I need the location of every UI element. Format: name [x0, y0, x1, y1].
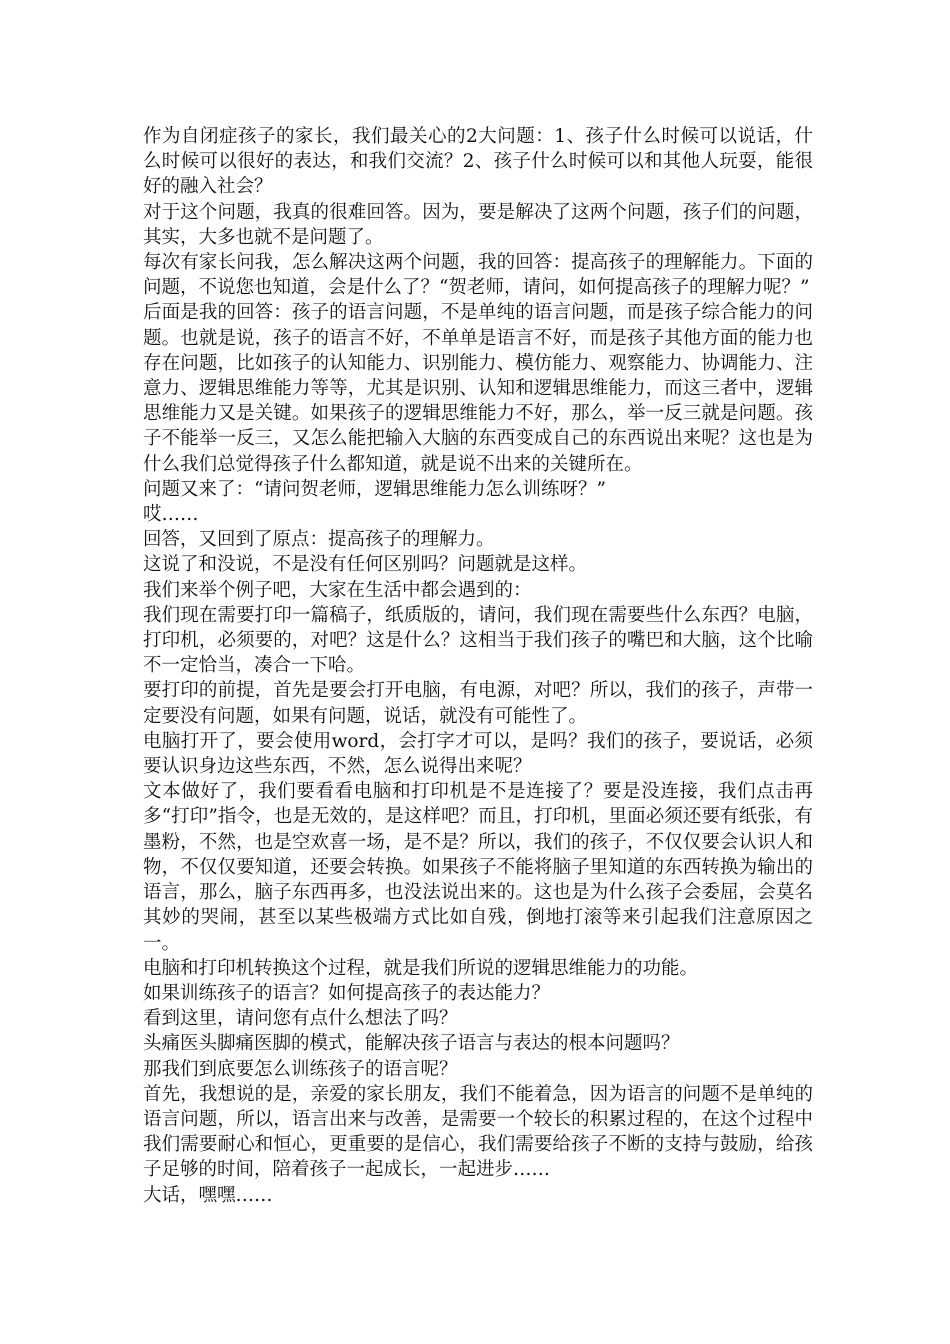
paragraph-14: 电脑和打印机转换这个过程，就是我们所说的逻辑思维能力的功能。 — [143, 957, 699, 979]
paragraph-16: 看到这里，请问您有点什么想法了吗？ — [143, 1008, 458, 1030]
paragraph-5: 问题又来了：“请问贺老师，逻辑思维能力怎么训练呀？” — [143, 478, 606, 500]
paragraph-12: 电脑打开了，要会使用word，会打字才可以，是吗？我们的孩子，要说话，必须要认识身边这些东西，不然，怎么说得出来呢？ — [143, 730, 813, 778]
paragraph-2: 对于这个问题，我真的很难回答。因为，要是解决了这两个问题，孩子们的问题，其实，大多也就不是问题了。 — [143, 201, 813, 248]
paragraph-1: 作为自闭症孩子的家长，我们最关心的2大问题：1、孩子什么时候可以说话，什么时候可以很好的表达，和我们交流？2、孩子什么时候可以和其他人玩耍，能很好的融入社会？ — [143, 126, 813, 198]
paragraph-7: 回答，又回到了原点：提高孩子的理解力。 — [143, 529, 495, 551]
paragraph-18: 那我们到底要怎么训练孩子的语言呢？ — [143, 1058, 458, 1080]
paragraph-13: 文本做好了，我们要看看电脑和打印机是不是连接了？要是没连接，我们点击再多“打印”指令，也是无效的，是这样吧？而且，打印机，里面必须还要有纸张，有墨粉，不然，也是空欢喜一场，是不是？所以，我们的孩子，不仅仅要会认识人和物，不仅仅要知道，还要会转换。如果孩子不能将脑子里知道的东西转换为输出的语言，那么，脑子东西再多，也没法说出来的。这也是为什么孩子会委屈，会莫名其妙的哭闹，甚至以某些极端方式比如自残，倒地打滚等来引起我们注意原因之一。 — [143, 781, 813, 954]
paragraph-9: 我们来举个例子吧，大家在生活中都会遇到的： — [143, 579, 532, 601]
paragraph-15: 如果训练孩子的语言？如何提高孩子的表达能力？ — [143, 982, 551, 1004]
paragraph-11: 要打印的前提，首先是要会打开电脑，有电源，对吧？所以，我们的孩子，声带一定要没有问题，如果有问题，说话，就没有可能性了。 — [143, 680, 813, 727]
paragraph-10: 我们现在需要打印一篇稿子，纸质版的，请问，我们现在需要些什么东西？电脑，打印机，必须要的，对吧？这是什么？这相当于我们孩子的嘴巴和大脑，这个比喻不一定恰当，凑合一下哈。 — [143, 604, 813, 677]
document-body — [143, 124, 813, 1208]
paragraph-8: 这说了和没说，不是没有任何区别吗？问题就是这样。 — [143, 554, 588, 576]
paragraph-20: 大话，嘿嘿…… — [143, 1184, 273, 1206]
paragraph-4: 后面是我的回答：孩子的语言问题，不是单纯的语言问题，而是孩子综合能力的问题。也就是说，孩子的语言不好，不单单是语言不好，而是孩子其他方面的能力也存在问题，比如孩子的认知能力、识别能力、模仿能力、观察能力、协调能力、注意力、逻辑思维能力等等，尤其是识别、认知和逻辑思维能力，而这三者中，逻辑思维能力又是关键。如果孩子的逻辑思维能力不好，那么，举一反三就是问题。孩子不能举一反三，又怎么能把输入大脑的东西变成自己的东西说出来呢？这也是为什么我们总觉得孩子什么都知道，就是说不出来的关键所在。 — [143, 302, 813, 475]
paragraph-19: 首先，我想说的是，亲爱的家长朋友，我们不能着急，因为语言的问题不是单纯的语言问题，所以，语言出来与改善，是需要一个较长的积累过程的，在这个过程中我们需要耐心和恒心，更重要的是信心，我们需要给孩子不断的支持与鼓励，给孩子足够的时间，陪着孩子一起成长，一起进步…… — [143, 1083, 813, 1181]
paragraph-3: 每次有家长问我，怎么解决这两个问题，我的回答：提高孩子的理解能力。下面的问题，不说您也知道，会是什么了？“贺老师，请问，如何提高孩子的理解力呢？” — [143, 252, 813, 299]
paragraph-17: 头痛医头脚痛医脚的模式，能解决孩子语言与表达的根本问题吗？ — [143, 1033, 680, 1055]
paragraph-6: 哎…… — [143, 504, 199, 526]
